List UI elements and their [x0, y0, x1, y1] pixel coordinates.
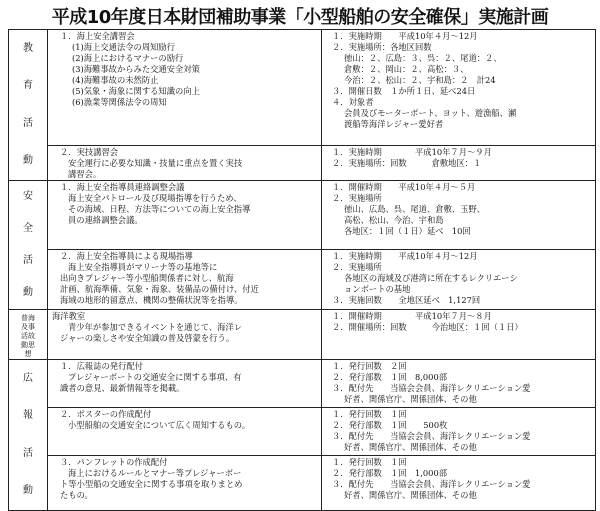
item-line: 出向きプレジャー等小型船関係者に対し、航海 — [60, 272, 234, 283]
pr-item-3-content — [48, 456, 322, 511]
detail-line: ２．発行部数 １回 8,000部 — [332, 372, 448, 382]
item-line: 海域の地形的留意点、機関の整備状況等を指導。 — [60, 294, 243, 305]
detail-line: １．実施時期 平成10年７月～９月 — [332, 147, 492, 157]
detail-line: 徳山、広島、呉、尾道、倉敷、玉野、 — [344, 204, 486, 214]
education-item-1-detail — [322, 30, 596, 146]
item-line: プレジャーボートの交通安全に関する事項、有 — [68, 372, 242, 382]
pr-item-3-detail — [322, 456, 596, 511]
item-line: ジャーの楽しさや安全知識の普及啓蒙を行う。 — [60, 333, 235, 343]
awareness-row — [9, 310, 596, 360]
detail-line: 徳山：２、広島：３、呉：２、尾道：２、 — [344, 53, 502, 63]
detail-line: １．実施時期 平成10年４月～12月 — [332, 31, 478, 41]
education-item-2-content — [48, 146, 322, 181]
detail-line: 渡船等海洋レジャー愛好者 — [344, 119, 444, 129]
safety-item-1-detail — [322, 181, 596, 250]
detail-line: ２．実施場所 — [332, 261, 382, 272]
category-education — [9, 30, 48, 181]
detail-line: ョンボートの基地 — [344, 283, 411, 294]
item-line: 海上安全パトロール及び現場指導を行うため、 — [68, 193, 242, 203]
detail-line: 好者、関係官庁、関係団体、その他 — [344, 490, 477, 500]
category-char: 想 — [24, 350, 32, 358]
item-heading: ２．ポスターの作成配付 — [60, 409, 152, 419]
item-line: (5)気象・海象に関する知識の向上 — [72, 86, 200, 96]
education-row-2 — [9, 146, 596, 181]
item-heading: ２．実技講習会 — [60, 147, 119, 157]
category-char: 活 — [23, 255, 33, 266]
detail-line: １．実施時期 平成10年４月～12月 — [332, 250, 478, 261]
detail-line: 各地区：１回（１日）延べ 10回 — [344, 226, 471, 236]
pr-item-2-detail — [322, 408, 596, 456]
item-line: 青少年が参加できるイベントを通じて、海洋レ — [68, 322, 243, 332]
category-char: 活 — [23, 447, 33, 459]
detail-line: ２．実施場所：各地区回数 — [332, 42, 432, 52]
detail-line: ２．実施場所：回数 倉敷地区：１ — [332, 158, 482, 168]
category-char: 動 — [23, 155, 33, 167]
category-char: 活 — [23, 117, 33, 129]
education-row-1 — [9, 30, 596, 146]
pr-row-2 — [9, 408, 596, 456]
detail-line: ３．配付先 当協会会員、海洋レクリエーション愛 — [332, 383, 531, 393]
detail-line: 高松、松山、今治、宇和島 — [344, 215, 444, 225]
item-line: ト等小型船の交通安全に関する事項を取りまとめ — [60, 479, 243, 489]
item-line: たもの。 — [60, 490, 93, 500]
category-safety — [9, 181, 48, 310]
pr-row-1 — [9, 360, 596, 408]
pr-item-1-detail — [322, 360, 596, 408]
item-line: 計画、航海準備、気象・海象、装備品の備付け、付近 — [60, 283, 259, 294]
awareness-item-content — [48, 310, 322, 360]
category-char: 動 — [23, 287, 33, 298]
category-char: 活故 — [21, 332, 35, 340]
safety-row-2 — [9, 249, 596, 309]
detail-line: 今治：２、松山：２、宇和島：２ 計24 — [344, 75, 496, 85]
category-char: 及事 — [21, 323, 35, 331]
page-title: 平成10年度日本財団補助事業「小型船舶の安全確保」実施計画 — [51, 7, 549, 28]
detail-line: １．発行回数 １回 — [332, 409, 407, 419]
detail-line: １．発行回数 ２回 — [332, 361, 407, 371]
category-char: 広 — [23, 372, 33, 384]
pr-item-1-content — [48, 360, 322, 408]
item-heading: ３．パンフレットの作成配付 — [60, 457, 168, 467]
awareness-item-detail — [322, 310, 596, 360]
item-line: 員の連絡調整会議。 — [68, 215, 143, 225]
detail-line: 倉敷：２、岡山：２、高松：３、 — [344, 64, 469, 74]
detail-line: ３．開催日数 １か所１日、延べ24日 — [332, 86, 476, 96]
plan-table — [8, 29, 596, 511]
category-char: 全 — [23, 223, 33, 234]
item-heading: １．海上安全講習会 — [60, 31, 135, 41]
category-pr — [9, 360, 48, 511]
item-line: 海上におけるルールとマナー等プレジャーボー — [68, 468, 242, 478]
detail-line: ３．実施回数 全地区延べ 1,127回 — [332, 294, 481, 305]
detail-line: 各地区の海域及び港湾に所在するレクリエーシ — [344, 272, 518, 283]
detail-line: ３．配付先 当協会会員、海洋レクリエーション愛 — [332, 479, 531, 489]
item-heading: １．広報誌の発行配付 — [60, 361, 143, 371]
item-line: 識者の意見、最新情報等を掲載。 — [60, 383, 185, 393]
item-line: (6)漁業等関係法令の周知 — [72, 97, 167, 107]
item-line: 安全運行に必要な知識・技量に重点を置く実技 — [68, 158, 243, 168]
detail-line: ２．実施場所 — [332, 193, 382, 203]
category-char: 育 — [23, 80, 33, 92]
safety-row-1 — [9, 181, 596, 250]
category-awareness — [9, 310, 48, 360]
category-char: 安 — [23, 191, 33, 202]
category-char: 動思 — [21, 341, 35, 349]
category-char: 普海 — [21, 314, 35, 322]
detail-line: ２．発行部数 １回 1,000部 — [332, 468, 448, 478]
detail-line: １．発行回数 １回 — [332, 457, 407, 467]
category-char: 報 — [23, 410, 33, 422]
item-line: (3)海難事故からみた交通安全対策 — [72, 64, 200, 74]
safety-item-2-content — [48, 249, 322, 309]
detail-line: 好者、関係官庁、関係団体、その他 — [344, 442, 477, 452]
detail-line: 会員及びモーターボート、ヨット、遊漁船、瀬 — [344, 108, 517, 118]
detail-line: ３．配付先 当協会会員、海洋レクリエーション愛 — [332, 431, 531, 441]
detail-line: ２．開催場所：回数 今治地区：１回（１日） — [332, 322, 523, 332]
detail-line: ２．発行部数 １回 500枚 — [332, 420, 448, 430]
detail-line: １．開催時期 平成10年４月～５月 — [332, 182, 476, 192]
item-line: その海域、日程、方法等についての海上安全指導 — [68, 204, 251, 214]
category-char: 動 — [23, 485, 33, 497]
item-line: 講習会。 — [68, 169, 102, 179]
detail-line: ４．対象者 — [332, 97, 374, 107]
item-line: 海上安全指導員がマリーナ等の基地等に — [68, 261, 218, 272]
item-heading: 海洋教室 — [52, 311, 86, 321]
item-heading: １．海上安全指導員連絡調整会議 — [60, 182, 185, 192]
item-line: (1)海上交通法令の周知励行 — [72, 42, 176, 52]
category-char: 教 — [23, 42, 33, 54]
pr-item-2-content — [48, 408, 322, 456]
item-heading: ２．海上安全指導員による現場指導 — [60, 250, 193, 261]
pr-row-3 — [9, 456, 596, 511]
safety-item-1-content — [48, 181, 322, 250]
education-item-1-content — [48, 30, 322, 146]
item-line: 小型船舶の交通安全について広く周知するもの。 — [68, 420, 251, 430]
safety-item-2-detail — [322, 249, 596, 309]
detail-line: 好者、関係官庁、関係団体、その他 — [344, 394, 477, 404]
detail-line: １．開催時期 平成10年７月～８月 — [332, 311, 492, 321]
education-item-2-detail — [322, 146, 596, 181]
item-line: (4)海難事故の未然防止 — [72, 75, 159, 85]
item-line: (2)海上におけるマナーの励行 — [72, 53, 184, 63]
